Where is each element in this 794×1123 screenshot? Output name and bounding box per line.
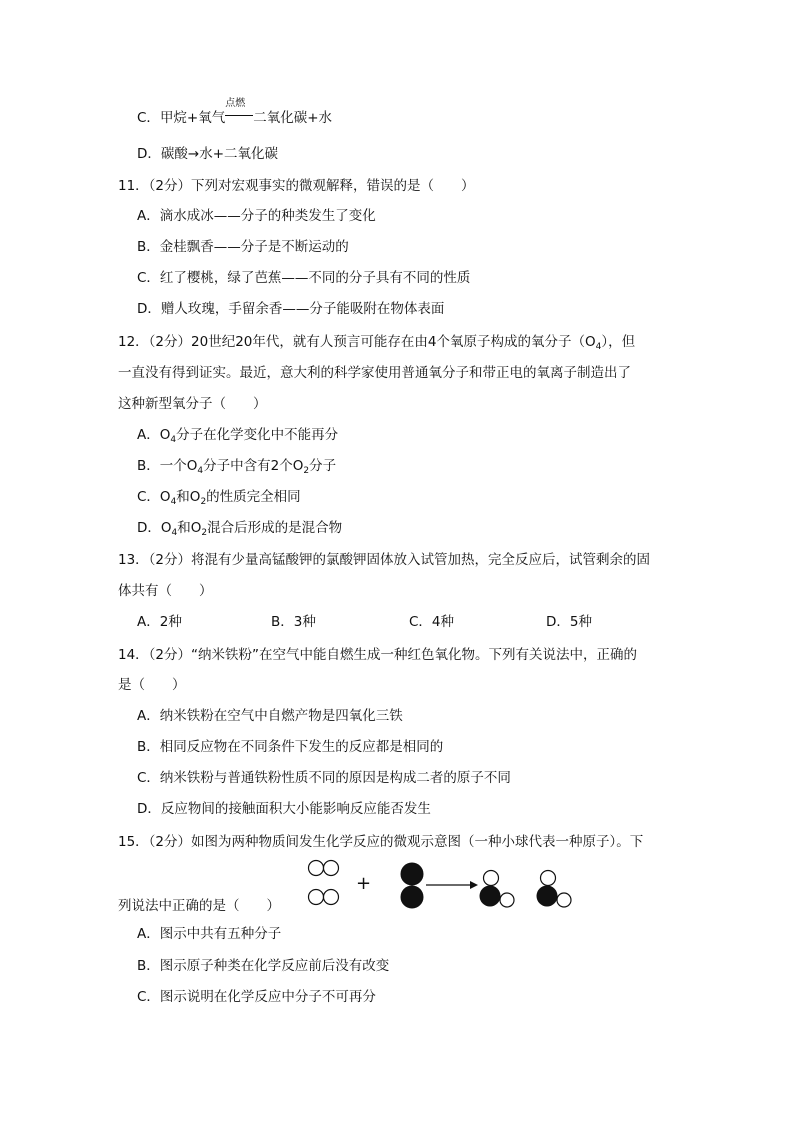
q14-option-b: B．相同反应物在不同条件下发生的反应都是相同的 [137, 739, 444, 755]
q15-option-a: A．图示中共有五种分子 [137, 926, 282, 942]
reaction-condition: 点燃 [225, 108, 253, 128]
option-c-prev: C．甲烷+氧气 点燃 二氧化碳+水 [137, 98, 333, 126]
q13-option-a: A．2种 [137, 614, 182, 630]
q12-option-d: D．$O_4$和$O_2$混合后形成的是混合物 [137, 520, 343, 538]
equals-sign [225, 115, 253, 116]
black-diatomic-molecule [401, 863, 423, 908]
question-12-stem-line2: 一直没有得到证实。最近，意大利的科学家使用普通氧分子和带正电的氧离子制造出了 [118, 365, 631, 381]
question-14-stem-line2: 是（ ） [118, 677, 186, 693]
q11-option-a: A．滴水成冰——分子的种类发生了变化 [137, 208, 376, 224]
question-15-stem: 15．（2分）如图为两种物质间发生化学反应的微观示意图（一种小球代表一种原子）。下 [118, 834, 644, 850]
question-12-stem-line3: 这种新型氧分子（ ） [118, 396, 267, 412]
product-molecule-1 [480, 871, 515, 908]
q12-option-c: C．$O_4$和$O_2$的性质完全相同 [137, 489, 301, 507]
option-d-prev: D．碳酸→水+二氧化碳 [137, 146, 279, 162]
q11-option-d: D．赠人玫瑰，手留余香——分子能吸附在物体表面 [137, 301, 445, 317]
q15-option-c: C．图示说明在化学反应中分子不可再分 [137, 989, 376, 1005]
q14-option-a: A．纳米铁粉在空气中自燃产物是四氧化三铁 [137, 708, 403, 724]
q12-option-b: B．一个$O_4$分子中含有2个$O_2$分子 [137, 458, 337, 476]
q15-option-b: B．图示原子种类在化学反应前后没有改变 [137, 958, 390, 974]
q11-option-b: B．金桂飘香——分子是不断运动的 [137, 239, 349, 255]
question-13-stem: 13．（2分）将混有少量高锰酸钾的氯酸钾固体放入试管加热，完全反应后，试管剩余的固 [118, 552, 651, 568]
q14-option-c: C．纳米铁粉与普通铁粉性质不同的原因是构成二者的原子不同 [137, 770, 511, 786]
question-13-stem-line2: 体共有（ ） [118, 583, 213, 599]
q13-option-b: B．3种 [271, 614, 316, 630]
product-molecule-2 [537, 871, 572, 908]
molecule-reaction-diagram [300, 856, 590, 914]
question-15-stem-line2: 列说法中正确的是（ ） [118, 898, 280, 914]
q11-option-c: C．红了樱桃，绿了芭蕉——不同的分子具有不同的性质 [137, 270, 471, 286]
q12-option-a: A．$O_4$分子在化学变化中不能再分 [137, 427, 339, 445]
question-14-stem: 14．（2分）“纳米铁粉”在空气中能自燃生成一种红色氧化物。下列有关说法中，正确的 [118, 647, 638, 663]
plus-sign: + [356, 873, 372, 894]
arrow-icon: → [187, 146, 200, 162]
reaction-arrow-icon [426, 881, 478, 889]
question-11-stem: 11．（2分）下列对宏观事实的微观解释，错误的是（ ） [118, 178, 475, 194]
white-diatomic-molecule-2 [309, 890, 339, 905]
q13-option-c: C．4种 [409, 614, 455, 630]
white-diatomic-molecule-1 [309, 861, 339, 876]
question-12-stem: 12．（2分）20世纪20年代，就有人预言可能存在由4个氧原子构成的氧分子$(O_4)$，但 [118, 334, 636, 352]
q14-option-d: D．反应物间的接触面积大小能影响反应能否发生 [137, 801, 431, 817]
q13-option-d: D．5种 [546, 614, 592, 630]
